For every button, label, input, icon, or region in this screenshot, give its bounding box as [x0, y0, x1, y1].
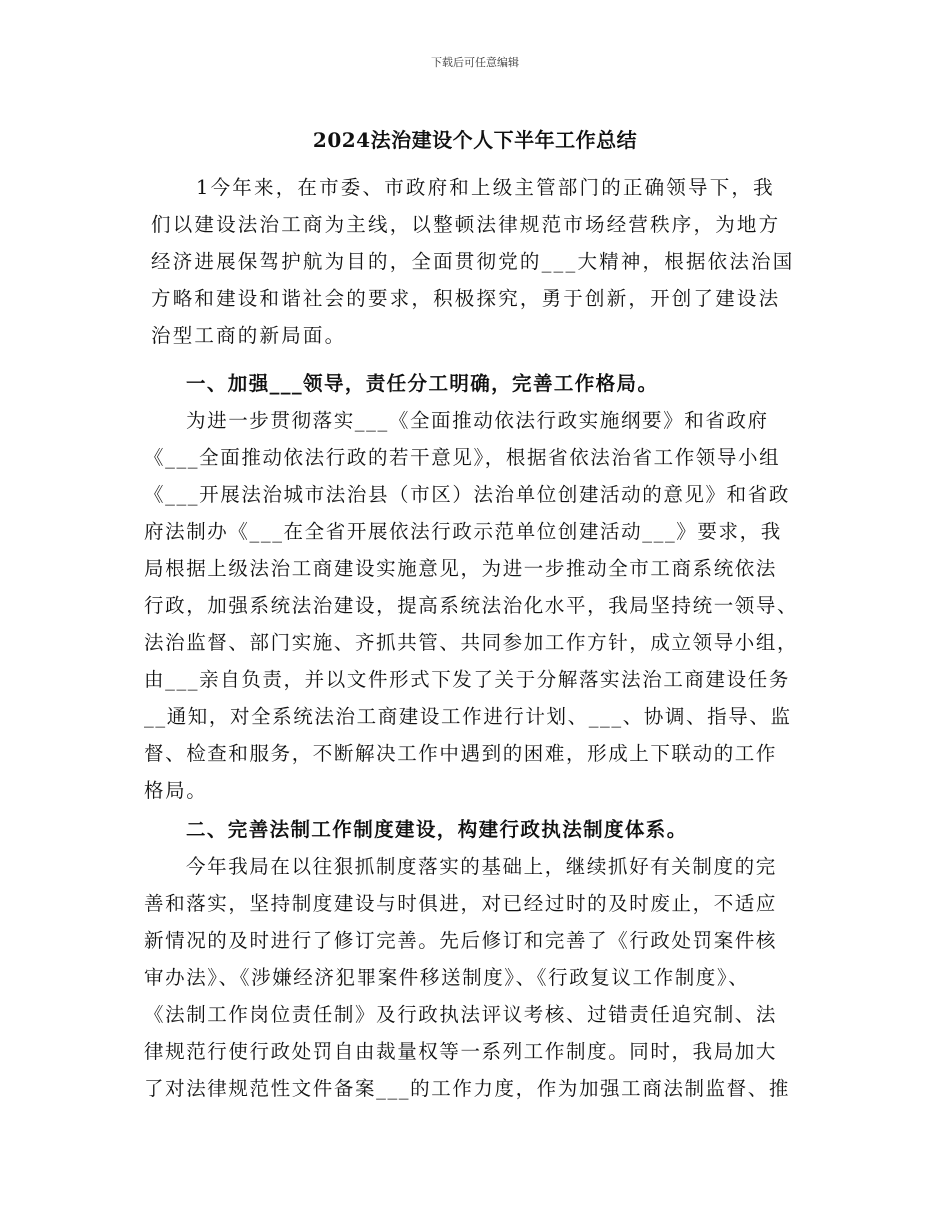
header-note: 下载后可任意编辑	[431, 56, 519, 69]
body-line: 了对法律规范性文件备案___的工作力度，作为加强工商法制监督、推	[144, 1077, 790, 1100]
body-line: 行政，加强系统法治建设，提高系统法治化水平，我局坚持统一领导、	[144, 594, 799, 617]
document-title: 2024法治建设个人下半年工作总结	[312, 128, 638, 152]
body-line: 《___开展法治城市法治县（市区）法治单位创建活动的意见》和省政	[144, 483, 790, 506]
body-line: 今年我局在以往狠抓制度落实的基础上，继续抓好有关制度的完	[186, 855, 777, 878]
section-heading: 一、加强___领导，责任分工明确，完善工作格局。	[186, 372, 659, 395]
intro-line: 们以建设法治工商为主线，以整顿法律规范市场经营秩序，为地方	[151, 213, 781, 236]
body-line: 由___亲自负责，并以文件形式下发了关于分解落实法治工商建设任务	[144, 668, 790, 691]
body-line: __通知，对全系统法治工商建设工作进行计划、___、协调、指导、监	[144, 705, 792, 728]
body-line: 律规范行使行政处罚自由裁量权等一系列工作制度。同时，我局加大	[144, 1040, 778, 1063]
section-heading: 二、完善法制工作制度建设，构建行政执法制度体系。	[186, 818, 688, 841]
intro-line: 1今年来，在市委、市政府和上级主管部门的正确领导下，我	[196, 176, 775, 199]
body-line: 局根据上级法治工商建设实施意见，为进一步推动全市工商系统依法	[144, 557, 778, 580]
body-line: 为进一步贯彻落实___《全面推动依法行政实施纲要》和省政府	[186, 409, 769, 432]
body-line: 审办法》、《涉嫌经济犯罪案件移送制度》、《行政复议工作制度》、	[144, 966, 750, 989]
intro-line: 经济进展保驾护航为目的，全面贯彻党的___大精神，根据依法治国	[151, 250, 795, 273]
body-line: 《___全面推动依法行政的若干意见》，根据省依法治省工作领导小组	[144, 446, 781, 469]
body-line: 格局。	[144, 779, 208, 802]
body-line: 善和落实，坚持制度建设与时俱进，对已经过时的及时废止，不适应	[144, 892, 778, 915]
intro-line: 方略和建设和谐社会的要求，积极探究，勇于创新，开创了建设法	[151, 287, 781, 310]
body-line: 新情况的及时进行了修订完善。先后修订和完善了《行政处罚案件核	[144, 929, 778, 952]
body-line: 法治监督、部门实施、齐抓共管、共同参加工作方针，成立领导小组，	[144, 631, 799, 654]
body-line: 府法制办《___在全省开展依法行政示范单位创建活动___》要求，我	[144, 520, 782, 543]
body-line: 《法制工作岗位责任制》及行政执法评议考核、过错责任追究制、法	[144, 1003, 778, 1026]
body-line: 督、检查和服务，不断解决工作中遇到的困难，形成上下联动的工作	[144, 742, 778, 765]
intro-line: 治型工商的新局面。	[151, 324, 347, 347]
